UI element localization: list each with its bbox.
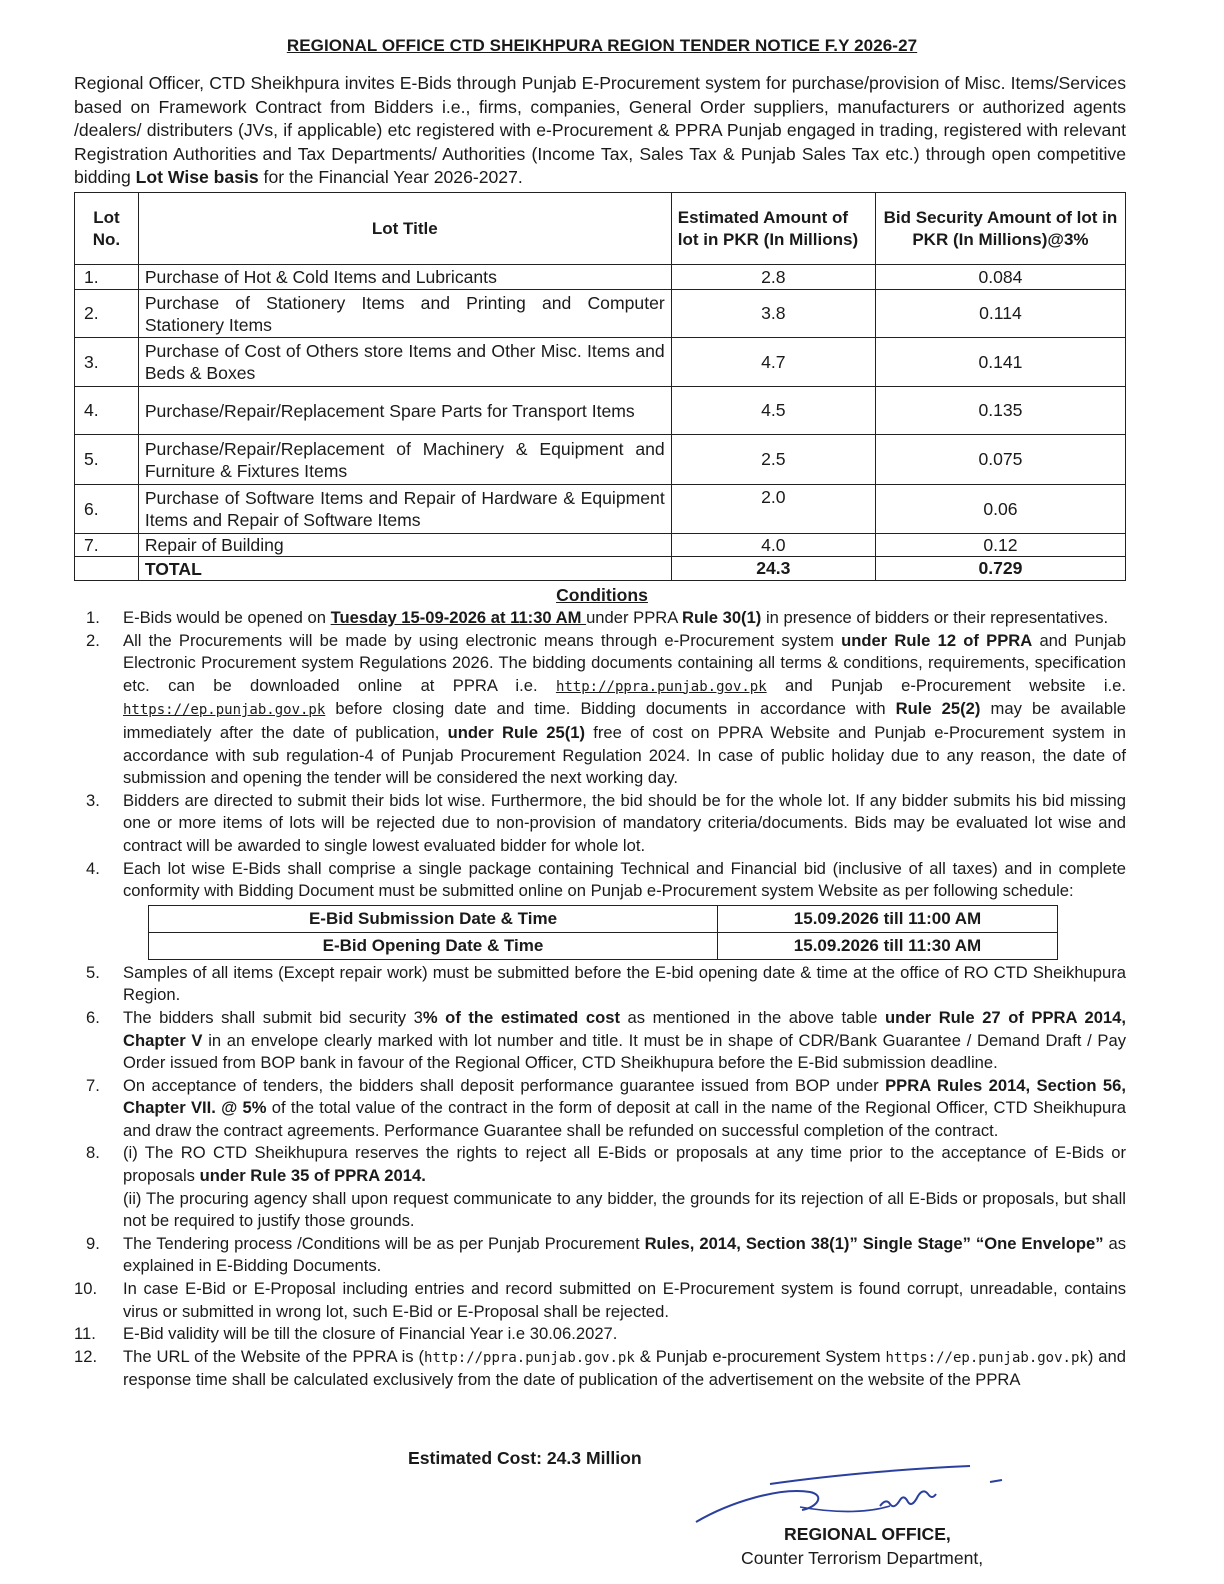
ebid-schedule-table — [148, 905, 1058, 960]
table-row: 4. Purchase/Repair/Replacement Spare Parts for Transport Items 4.5 0.135 — [75, 387, 1126, 435]
header-estimated: Estimated Amount of lot in PKR (In Millions) — [671, 193, 875, 265]
table-row: 5. Purchase/Repair/Replacement of Machinery & Equipment and Furniture & Fixtures Items 2.5 0.075 — [75, 435, 1126, 485]
conditions-list — [74, 607, 1126, 1392]
table-row: E-Bid Opening Date & Time 15.09.2026 till 11:30 AM — [149, 932, 1058, 959]
eprocurement-link[interactable]: https://ep.punjab.gov.pk — [885, 1349, 1088, 1366]
conditions-heading: Conditions — [556, 585, 648, 605]
intro-paragraph: Regional Officer, CTD Sheikhpura invites E-Bids through Punjab E-Procurement system for purchase/provision of Misc. Items/Services based on Framework Contract from Bidders i.e., firms, companies, General Order suppliers, manufacturers or authorized agents /dealers/ distributers (JVs, if applicable) etc registered with e-Procurement & PPRA Punjab engaged in trading, registered with relevant Registration Authorities and Tax Departments/ Authorities (Income Tax, Sales Tax & Punjab Sales Tax etc.) through open competitive bidding Lot Wise basis for the Financial Year 2026-2027. — [74, 73, 1126, 188]
condition-item: 4. Each lot wise E-Bids shall comprise a single package containing Technical and Financial bid (inclusive of all taxes) and in complete conformity with Bidding Document must be submitted online on Punjab e-Procurement system Website as per following schedule: — [86, 858, 1126, 901]
table-row: 3. Purchase of Cost of Others store Items and Other Misc. Items and Beds & Boxes 4.7 0.141 — [75, 338, 1126, 387]
condition-item: 5. Samples of all items (Except repair work) must be submitted before the E-bid opening date & time at the office of RO CTD Sheikhupura Region. — [86, 962, 1126, 1005]
lots-table — [74, 192, 1126, 581]
header-lot-no: Lot No. — [75, 193, 139, 265]
condition-item: 7. On acceptance of tenders, the bidders shall deposit performance guarantee issued from BOP under PPRA Rules 2014, Section 56, Chapter VII. @ 5% of the total value of the contract in the form of deposit at call in the name of the Regional Officer, CTD Sheikhupura and draw the contract agreements. Performance Guarantee shall be refunded on successful completion of the contract. — [86, 1075, 1126, 1140]
condition-item: 11. E-Bid validity will be till the closure of Financial Year i.e 30.06.2027. — [74, 1324, 618, 1344]
condition-item: 12. The URL of the Website of the PPRA is (http://ppra.punjab.gov.pk & Punjab e-procurement System https://ep.punjab.gov.pk) and response time shall be calculated exclusively from the date of publication of the advertisement on the website of the PPRA — [74, 1346, 1126, 1390]
table-row: 1. Purchase of Hot & Cold Items and Lubricants 2.8 0.084 — [75, 265, 1126, 290]
condition-item: 6. The bidders shall submit bid security 3% of the estimated cost as mentioned in the above table under Rule 27 of PPRA 2014, Chapter V in an envelope clearly marked with lot number and title. It must be in shape of CDR/Bank Guarantee / Demand Draft / Pay Order issued from BOP bank in favour of the Regional Officer, CTD Sheikhupura before the E-Bid submission deadline. — [86, 1007, 1127, 1073]
table-row: 7. Repair of Building 4.0 0.12 — [75, 534, 1126, 557]
condition-item: 9. The Tendering process /Conditions will be as per Punjab Procurement Rules, 2014, Section 38(1)” Single Stage” “One Envelope” as explained in E-Bidding Documents. — [86, 1233, 1127, 1276]
header-bid-security: Bid Security Amount of lot in PKR (In Millions)@3% — [875, 193, 1125, 265]
condition-item: 10. In case E-Bid or E-Proposal including entries and record submitted on E-Procurement system is found corrupt, unreadable, contains virus or submitted in wrong lot, such E-Bid or E-Proposal shall be rejected. — [74, 1279, 1126, 1321]
condition-item: 1. E-Bids would be opened on Tuesday 15-09-2026 at 11:30 AM under PPRA Rule 30(1) in presence of bidders or their representatives. — [86, 608, 1109, 627]
table-row: 6. Purchase of Software Items and Repair of Hardware & Equipment Items and Repair of Software Items 2.0 0.06 — [75, 485, 1126, 534]
condition-item: 8. (i) The RO CTD Sheikhupura reserves the rights to reject all E-Bids or proposals at any time prior to the acceptance of E-Bids or proposals under Rule 35 of PPRA 2014. (ii) The procuring agency shall upon request communicate to any bidder, the grounds for its rejection of all E-Bids or proposals, but shall not be required to justify those grounds. — [86, 1143, 1126, 1231]
signature-icon — [690, 1462, 1020, 1532]
table-row-total: TOTAL 24.3 0.729 — [75, 557, 1126, 581]
estimated-cost: Estimated Cost: 24.3 Million — [408, 1448, 642, 1468]
table-row: E-Bid Submission Date & Time 15.09.2026 till 11:00 AM — [149, 905, 1058, 932]
signatory-department: Counter Terrorism Department, — [741, 1548, 984, 1568]
signatory-office: REGIONAL OFFICE, — [784, 1524, 951, 1544]
notice-title: REGIONAL OFFICE CTD SHEIKHPURA REGION TENDER NOTICE F.Y 2026-27 — [286, 36, 918, 55]
condition-item: 2. All the Procurements will be made by using electronic means through e-Procurement system under Rule 12 of PPRA and Punjab Electronic Procurement system Regulations 2026. The bidding documents containing all terms & conditions, requirements, specification etc. can be downloaded online at PPRA i.e. http://ppra.punjab.gov.pk and Punjab e-Procurement website i.e. https://ep.punjab.gov.pk before closing date and time. Bidding documents in accordance with Rule 25(2) may be available immediately after the date of publication, under Rule 25(1) free of cost on PPRA Website and Punjab e-Procurement system in accordance with sub regulation-4 of Punjab Procurement Regulation 2024. In case of public holiday due to any reason, the date of submission and opening the tender will be considered the next working day. — [86, 630, 1127, 788]
condition-item: 3. Bidders are directed to submit their bids lot wise. Furthermore, the bid should be for the whole lot. If any bidder submits his bid missing one or more items of lots will be rejected due to non-provision of mandatory criteria/documents. Bids may be evaluated lot wise and contract will be awarded to single lowest evaluated bidder for whole lot. — [86, 790, 1126, 855]
header-lot-title: Lot Title — [138, 193, 671, 265]
eprocurement-link[interactable]: https://ep.punjab.gov.pk — [123, 702, 326, 719]
table-row: 2. Purchase of Stationery Items and Printing and Computer Stationery Items 3.8 0.114 — [75, 290, 1126, 338]
ppra-link[interactable]: http://ppra.punjab.gov.pk — [424, 1349, 635, 1366]
ppra-link[interactable]: http://ppra.punjab.gov.pk — [555, 678, 767, 695]
